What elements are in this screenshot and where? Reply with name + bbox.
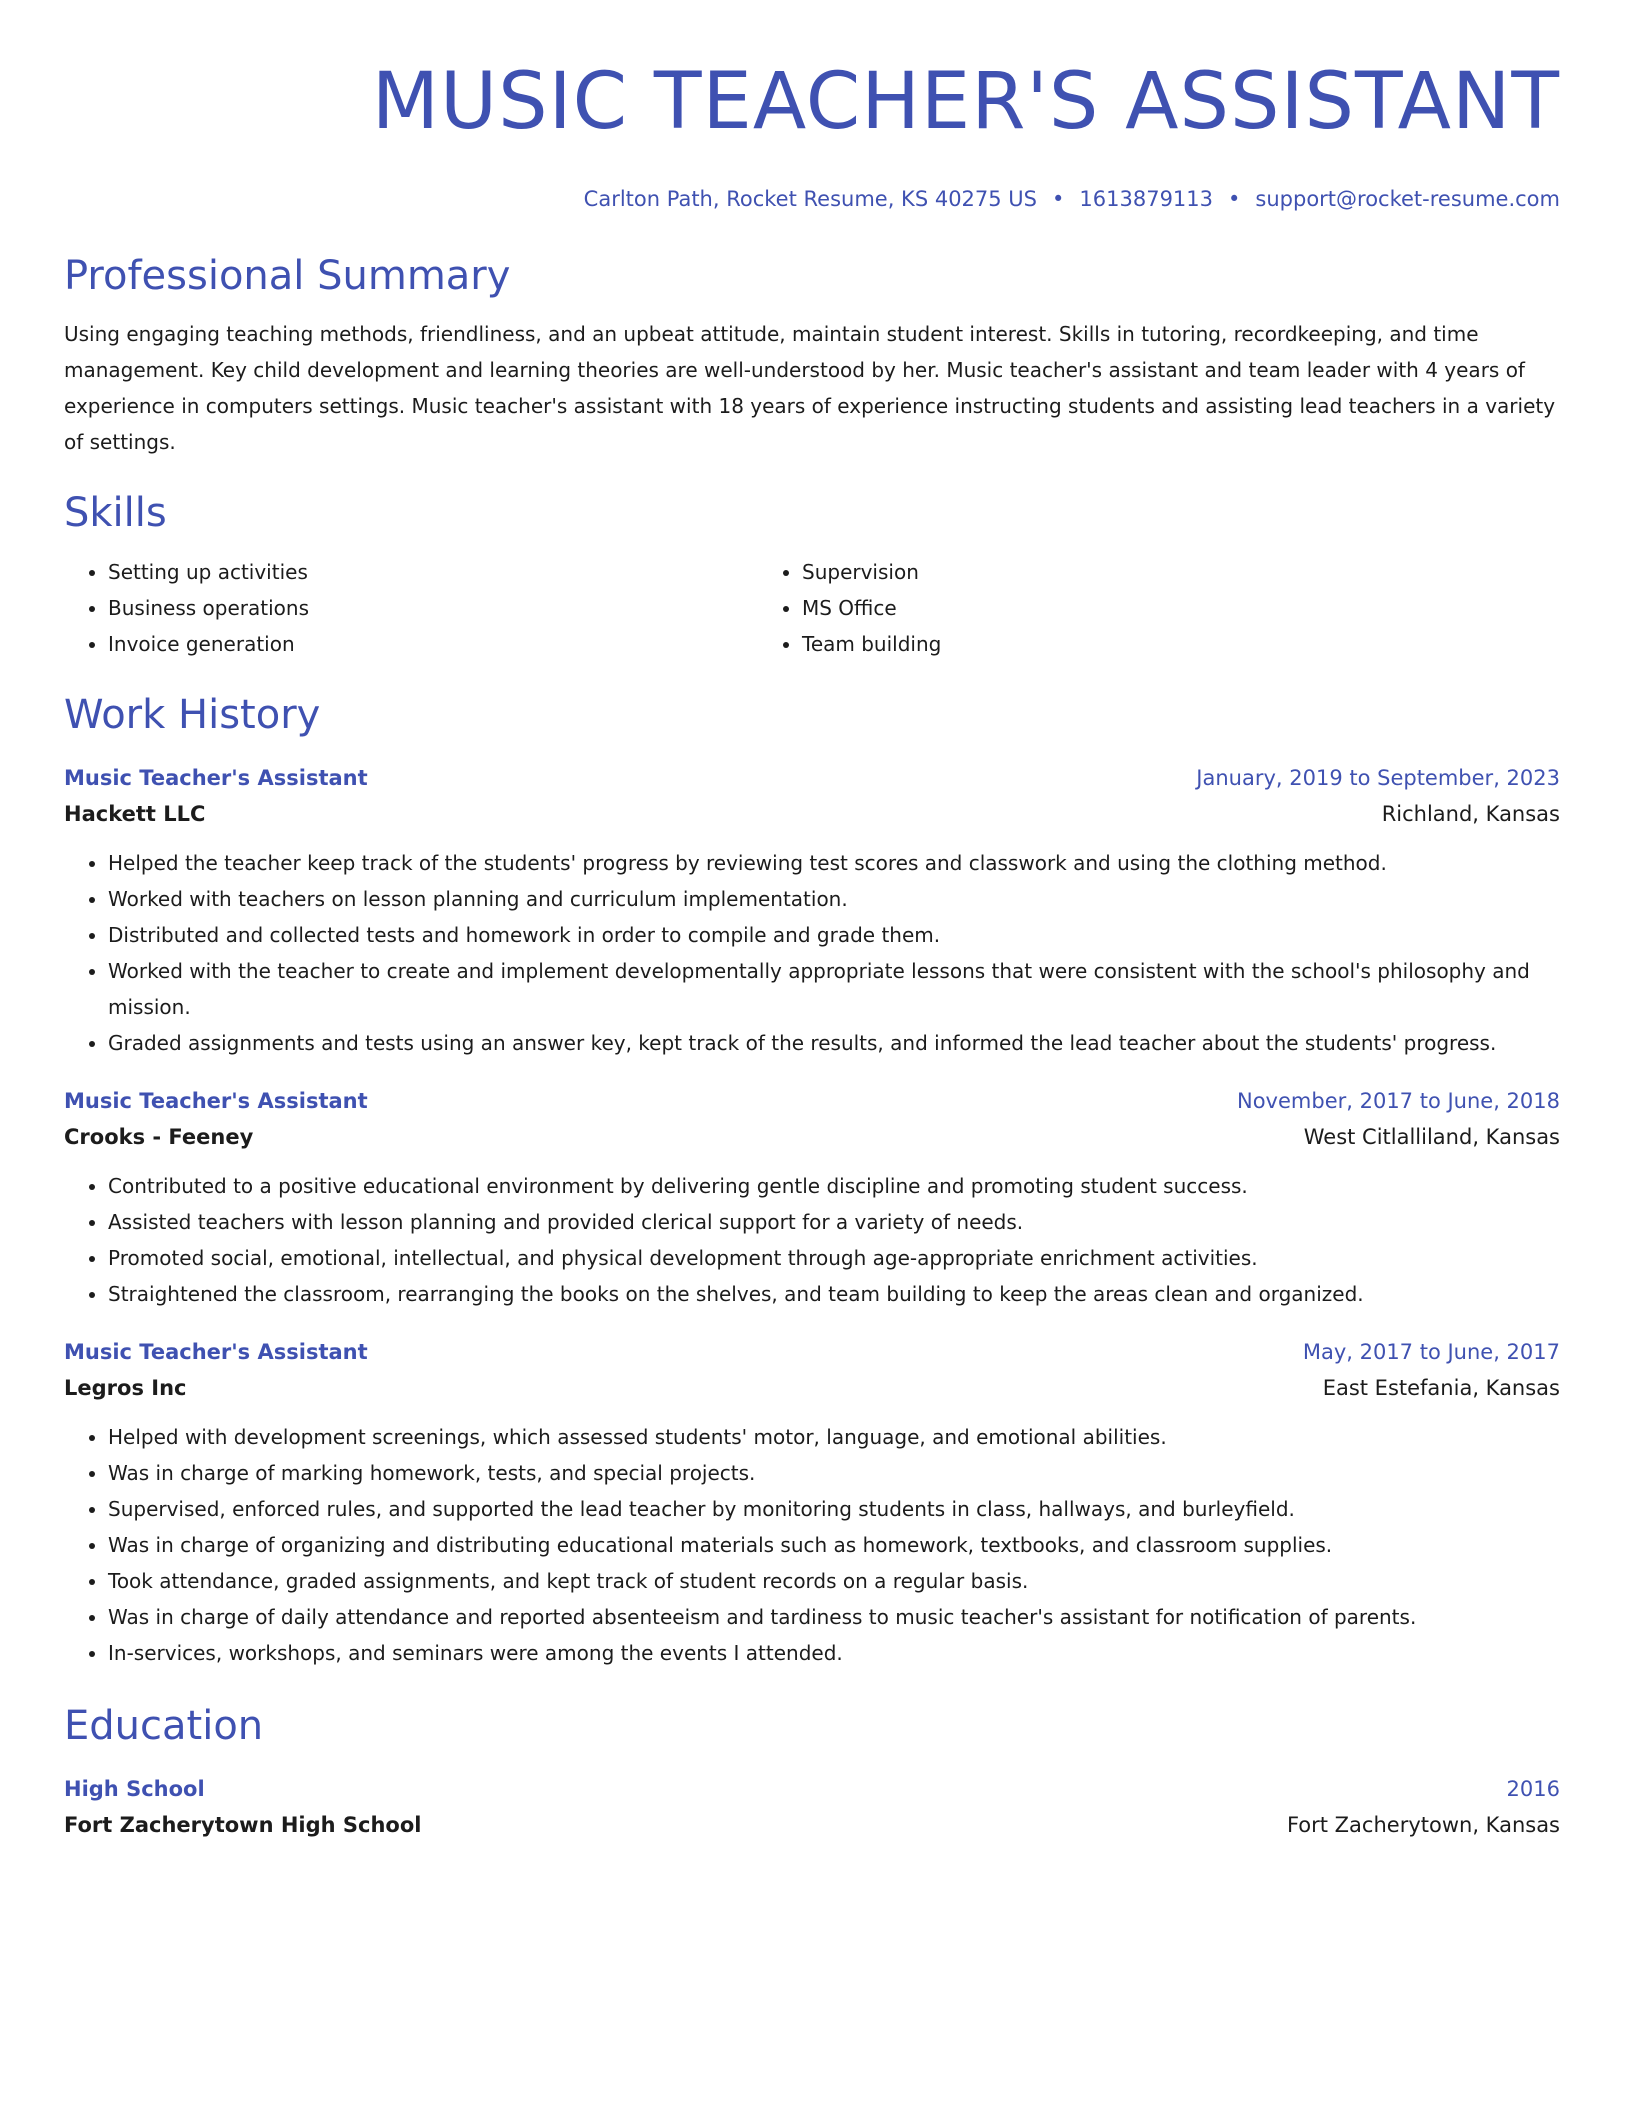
job-dates: January, 2019 to September, 2023 <box>1196 766 1560 790</box>
job-bullet: • In-services, workshops, and seminars were among the events I attended. <box>108 1635 1560 1671</box>
job-bullets <box>64 1419 1560 1671</box>
job-company-row <box>64 1119 1560 1155</box>
education-heading: Education <box>64 1703 264 1749</box>
education-school: Fort Zacherytown High School <box>64 1813 422 1837</box>
job-company: Hackett LLC <box>64 802 206 826</box>
job-entry <box>64 1334 1560 1671</box>
contact-separator: • <box>1052 187 1065 211</box>
education-degree: High School <box>64 1777 205 1801</box>
job-company: Legros Inc <box>64 1376 187 1400</box>
job-bullet: • Was in charge of organizing and distributing educational materials such as homework, textbooks, and classroom supplies. <box>108 1527 1560 1563</box>
job-bullet: • Was in charge of daily attendance and reported absenteeism and tardiness to music teacher's assistant for notification of parents. <box>108 1599 1560 1635</box>
job-bullets <box>64 1168 1560 1312</box>
job-entry <box>64 1083 1560 1312</box>
education-header-row <box>64 1771 1560 1807</box>
contact-address: Carlton Path, Rocket Resume, KS 40275 US <box>583 187 1038 211</box>
job-header-row <box>64 760 1560 796</box>
summary-heading: Professional Summary <box>64 253 511 299</box>
job-header-row <box>64 1083 1560 1119</box>
job-company-row <box>64 796 1560 832</box>
job-location: Richland, Kansas <box>1381 802 1560 826</box>
job-bullet: • Helped with development screenings, which assessed students' motor, language, and emotional abilities. <box>108 1419 1560 1455</box>
education-entry <box>64 1771 1560 1843</box>
skill-item: • Business operations <box>108 590 758 626</box>
job-bullet: • Assisted teachers with lesson planning and provided clerical support for a variety of needs. <box>108 1204 1560 1240</box>
job-bullet: • Distributed and collected tests and homework in order to compile and grade them. <box>108 917 1560 953</box>
contact-line <box>64 184 1560 214</box>
contact-email[interactable]: support@rocket-resume.com <box>1255 187 1560 211</box>
skills-column-right <box>758 554 1452 662</box>
job-bullet: • Contributed to a positive educational environment by delivering gentle discipline and promoting student success. <box>108 1168 1560 1204</box>
job-title: Music Teacher's Assistant <box>64 1089 368 1113</box>
job-bullet: • Worked with the teacher to create and implement developmentally appropriate lessons that were consistent with the school's philosophy and mission. <box>108 953 1560 1025</box>
skill-item: • Invoice generation <box>108 626 758 662</box>
skill-item: • Supervision <box>802 554 1452 590</box>
skills-list <box>64 554 1560 662</box>
job-location: West Citlalliland, Kansas <box>1303 1125 1560 1149</box>
job-title: Music Teacher's Assistant <box>64 1340 368 1364</box>
contact-phone[interactable]: 1613879113 <box>1079 187 1214 211</box>
skill-item: • Team building <box>802 626 1452 662</box>
work-history-heading: Work History <box>64 692 321 738</box>
contact-separator: • <box>1228 187 1241 211</box>
education-school-row <box>64 1807 1560 1843</box>
summary-text: Using engaging teaching methods, friendliness, and an upbeat attitude, maintain student interest. Skills in tutoring, recordkeeping, and time management. Key child development and learning theories are well-understood by her. Music teacher's assistant and team leader with 4 years of experience in computers settings. Music teacher's assistant with 18 years of experience instructing students and assisting lead teachers in a variety of settings. <box>64 322 1556 454</box>
education-year: 2016 <box>1506 1777 1560 1801</box>
job-entry <box>64 760 1560 1061</box>
job-bullet: • Was in charge of marking homework, tests, and special projects. <box>108 1455 1560 1491</box>
job-company-row <box>64 1370 1560 1406</box>
job-company: Crooks - Feeney <box>64 1125 254 1149</box>
skills-heading: Skills <box>64 490 167 536</box>
education-location: Fort Zacherytown, Kansas <box>1286 1813 1560 1837</box>
resume-page <box>64 0 1560 1843</box>
job-header-row <box>64 1334 1560 1370</box>
job-location: East Estefania, Kansas <box>1322 1376 1560 1400</box>
job-title: Music Teacher's Assistant <box>64 766 368 790</box>
skill-item: • Setting up activities <box>108 554 758 590</box>
job-dates: May, 2017 to June, 2017 <box>1302 1340 1560 1364</box>
job-bullet: • Straightened the classroom, rearranging the books on the shelves, and team building to keep the areas clean and organized. <box>108 1276 1560 1312</box>
job-bullet: • Promoted social, emotional, intellectual, and physical development through age-appropriate enrichment activities. <box>108 1240 1560 1276</box>
job-bullet: • Supervised, enforced rules, and supported the lead teacher by monitoring students in class, hallways, and burleyfield. <box>108 1491 1560 1527</box>
job-dates: November, 2017 to June, 2018 <box>1237 1089 1560 1113</box>
skill-item: • MS Office <box>802 590 1452 626</box>
job-bullets <box>64 845 1560 1061</box>
resume-title: MUSIC TEACHER'S ASSISTANT <box>371 57 1560 147</box>
job-bullet: • Took attendance, graded assignments, and kept track of student records on a regular basis. <box>108 1563 1560 1599</box>
job-bullet: • Graded assignments and tests using an answer key, kept track of the results, and informed the lead teacher about the students' progress. <box>108 1025 1560 1061</box>
skills-column-left <box>64 554 758 662</box>
job-bullet: • Worked with teachers on lesson planning and curriculum implementation. <box>108 881 1560 917</box>
job-bullet: • Helped the teacher keep track of the students' progress by reviewing test scores and classwork and using the clothing method. <box>108 845 1560 881</box>
